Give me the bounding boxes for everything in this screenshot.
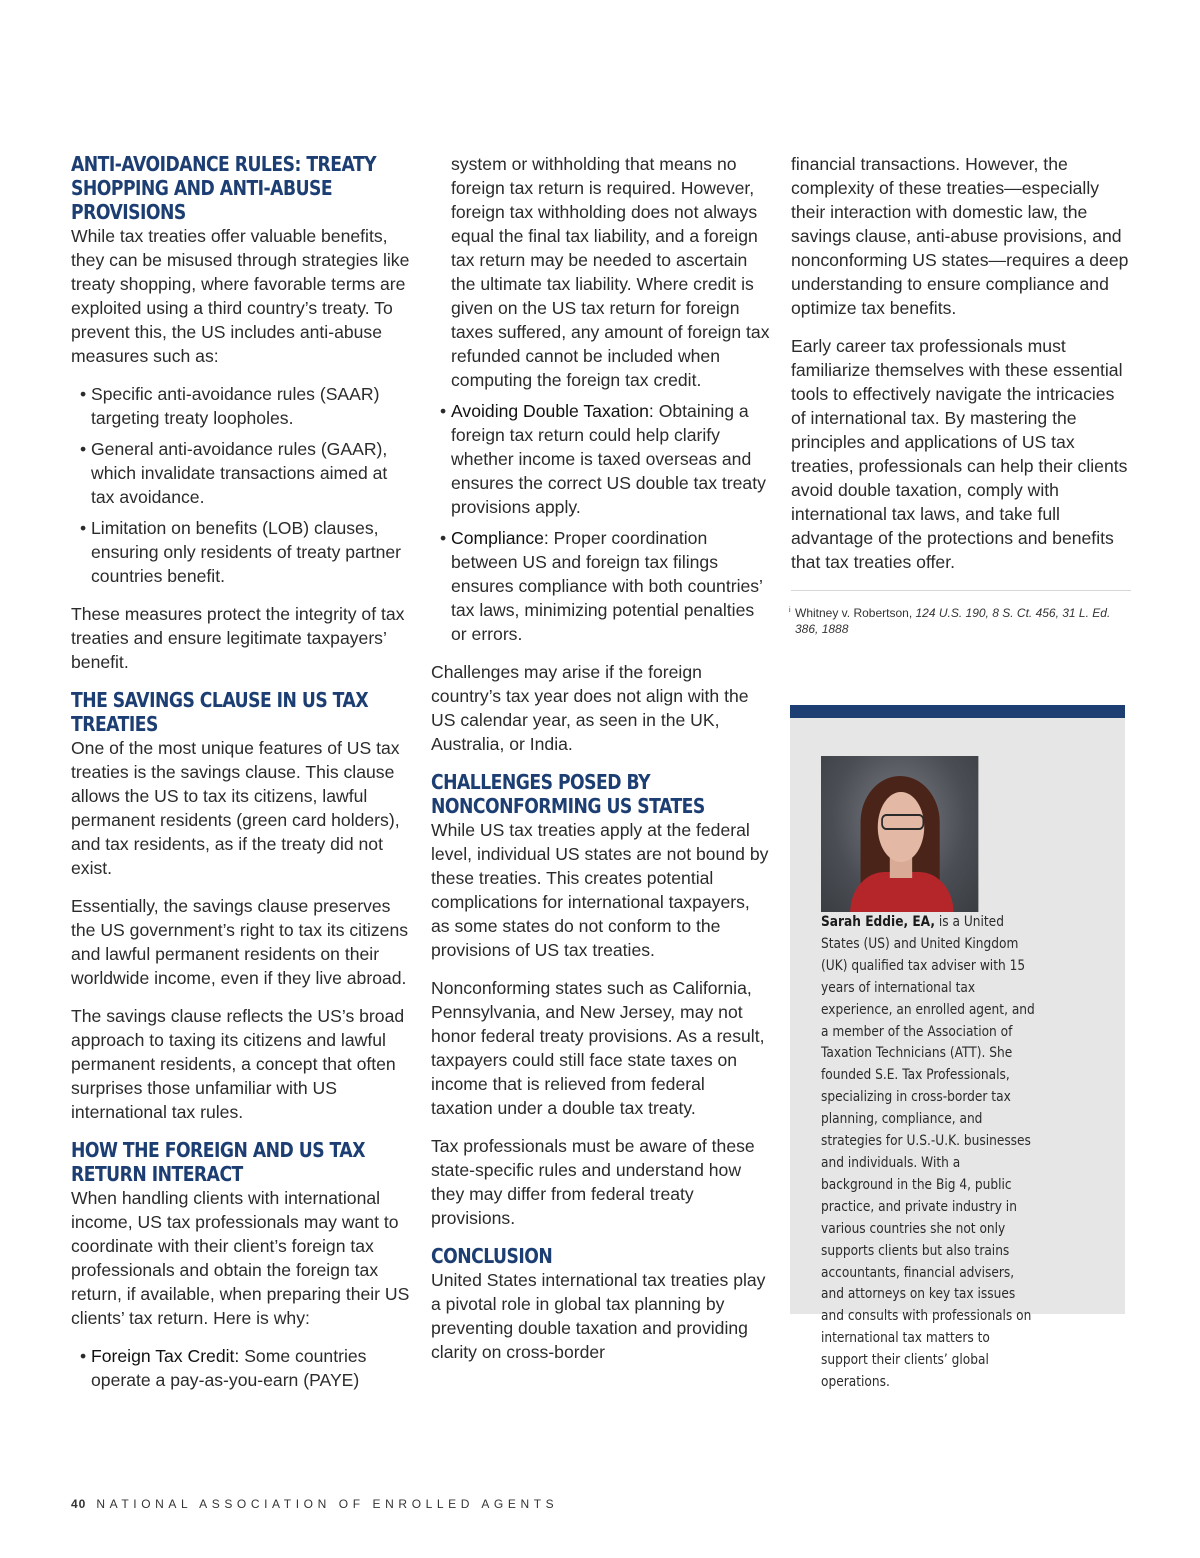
footnote-citation: 124 U.S. 190, 8 S. Ct. 456, 31 L. Ed. 386, 1888 xyxy=(795,606,1111,636)
list-item xyxy=(71,1344,411,1392)
author-photo xyxy=(821,756,978,912)
paragraph: Early career tax professionals must familiarize themselves with these essential tools to effectively navigate the intricacies of international tax. By mastering the principles and applications of US tax treaties, professionals can help their clients avoid double taxation, comply with international tax laws, and take full advantage of the protections and benefits that tax treaties offer. xyxy=(791,336,1128,572)
bullet-text: Some countries operate a pay-as-you-earn (PAYE) xyxy=(91,1346,367,1390)
paragraph: financial transactions. However, the complexity of these treaties—especially their interaction with domestic law, the savings clause, anti-abuse provisions, and nonconforming US states—requires a deep understanding to ensure compliance and optimize tax benefits. xyxy=(791,154,1129,318)
author-bio-box xyxy=(790,705,1125,1391)
bullet-text: Obtaining a foreign tax return could help clarify whether income is taxed overseas and ensures the correct US double tax treaty provisions apply. xyxy=(451,401,766,517)
paragraph: While US tax treaties apply at the federal level, individual US states are not bound by these treaties. This creates potential complications for international taxpayers, as some states do not conform to the provisions of US tax treaties. xyxy=(431,820,769,960)
page-number: 40 xyxy=(71,1497,87,1511)
paragraph: When handling clients with international income, US tax professionals may want to coordinate with their client’s foreign tax professionals and obtain the foreign tax return, if available, when preparing their US clients’ tax return. Here is why: xyxy=(71,1188,410,1328)
bullet-continuation: system or withholding that means no foreign tax return is required. However, foreign tax withholding does not always equal the final tax liability, and a foreign tax return may be needed to ascertain the ultimate tax liability. Where credit is given on the US tax return for foreign taxes suffered, any amount of foreign tax refunded cannot be included when computing the foreign tax credit. xyxy=(451,154,770,390)
list-item: • Limitation on benefits (LOB) clauses, ensuring only residents of treaty partner countries benefit. xyxy=(71,516,411,588)
bullet-lead: Foreign Tax Credit: xyxy=(91,1346,240,1366)
paragraph: While tax treaties offer valuable benefits, they can be misused through strategies like treaty shopping, where favorable terms are exploited using a third country’s treaty. To prevent this, the US includes anti-abuse measures such as: xyxy=(71,226,410,366)
bullet-lead: Compliance: xyxy=(451,528,549,548)
bullet-lead: Avoiding Double Taxation: xyxy=(451,401,654,421)
paragraph: One of the most unique features of US tax treaties is the savings clause. This clause allows the US to tax its citizens, lawful permanent residents (green card holders), and tax residents, as if the treaty did not exist. xyxy=(71,738,400,878)
paragraph: Tax professionals must be aware of these state-specific rules and understand how they may differ from federal treaty provisions. xyxy=(431,1136,755,1228)
paragraph: Nonconforming states such as California, Pennsylvania, and New Jersey, may not honor federal treaty provisions. As a result, taxpayers could still face state taxes on income that is relieved from federal taxation under a double tax treaty. xyxy=(431,978,765,1118)
list-item: • Specific anti-avoidance rules (SAAR) targeting treaty loopholes. xyxy=(71,382,411,430)
bullet-list-anti-abuse xyxy=(71,382,411,588)
heading-conclusion: CONCLUSION xyxy=(431,1244,553,1268)
bullet-list-reasons xyxy=(71,1344,411,1392)
heading-anti-avoidance: ANTI-AVOIDANCE RULES: TREATY SHOPPING AND ANTI-ABUSE PROVISIONS xyxy=(71,152,377,224)
column-2 xyxy=(431,152,771,1378)
author-name: Sarah Eddie, EA, xyxy=(821,914,935,930)
author-description: is a United States (US) and United Kingdom (UK) qualified tax adviser with 15 years of international tax experience, an enrolled agent, and a member of the Association of Taxation Technicians (ATT). She founded S.E. Tax Professionals, specializing in cross-border tax planning, compliance, and strategies for U.S.-U.K. businesses and individuals. With a background in the Big 4, public practice, and private industry in various countries she not only supports clients but also trains accountants, financial advisers, and attorneys on key tax issues and consults with professionals on international tax matters to support their clients’ global operations. xyxy=(821,914,1035,1391)
column-3 xyxy=(791,152,1131,637)
paragraph: Essentially, the savings clause preserves the US government’s right to tax its citizens and lawful permanent residents on their worldwide income, even if they live abroad. xyxy=(71,896,409,988)
footnote xyxy=(791,605,1131,637)
paragraph: The savings clause reflects the US’s broad approach to taxing its citizens and lawful permanent residents, a concept that often surprises those unfamiliar with US international tax rules. xyxy=(71,1006,405,1122)
heading-nonconforming-states: CHALLENGES POSED BY NONCONFORMING US STATES xyxy=(431,770,705,818)
footnote-marker: i xyxy=(789,607,791,614)
heading-foreign-us-return: HOW THE FOREIGN AND US TAX RETURN INTERACT xyxy=(71,1138,365,1186)
paragraph: These measures protect the integrity of tax treaties and ensure legitimate taxpayers’ benefit. xyxy=(71,604,405,672)
page-footer xyxy=(71,1497,558,1511)
publication-name: NATIONAL ASSOCIATION OF ENROLLED AGENTS xyxy=(96,1497,559,1511)
paragraph: United States international tax treaties play a pivotal role in global tax planning by preventing double taxation and providing clarity on cross-border xyxy=(431,1270,766,1362)
list-item xyxy=(431,526,771,646)
paragraph: Challenges may arise if the foreign country’s tax year does not align with the US calendar year, as seen in the UK, Australia, or India. xyxy=(431,662,749,754)
author-bio xyxy=(821,752,1036,1394)
footnote-divider xyxy=(791,590,1131,591)
footnote-case: Whitney v. Robertson, xyxy=(795,606,916,620)
list-item xyxy=(431,399,771,519)
column-1 xyxy=(71,152,411,1406)
bullet-list-reasons-cont xyxy=(431,399,771,646)
bullet-text: Proper coordination between US and foreign tax filings ensures compliance with both countries’ tax laws, minimizing potential penalties or errors. xyxy=(451,528,763,644)
heading-savings-clause: THE SAVINGS CLAUSE IN US TAX TREATIES xyxy=(71,688,369,736)
list-item: • General anti-avoidance rules (GAAR), which invalidate transactions aimed at tax avoidance. xyxy=(71,437,411,509)
